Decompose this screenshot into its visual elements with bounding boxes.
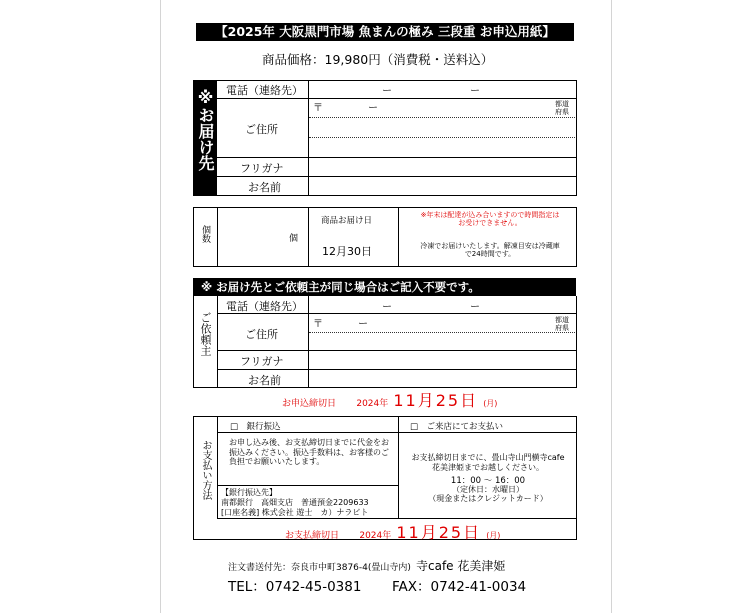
store-hours: 11：00 ～ 16：00 (450, 476, 526, 486)
requester-address-label: ご住所 (245, 328, 278, 341)
delivery-name-label: お名前 (248, 181, 281, 194)
phone-dash: ー (470, 86, 480, 97)
store-payment-option[interactable]: □ ご来店にてお支払い (410, 422, 504, 432)
store-closed-day: （定休日：水曜日） (452, 485, 524, 494)
phone-dash: ー (382, 86, 392, 97)
delivery-date-label: 商品お届け日 (321, 216, 373, 226)
price-text: 商品価格：19,980円（消費税・送料込） (262, 52, 494, 67)
bank-transfer-option[interactable]: □ 銀行振込 (230, 422, 281, 432)
payment-deadline: お支払締切日 2024年 11月25日 (月) (285, 523, 501, 542)
delivery-date-value: 12月30日 (322, 245, 372, 258)
bank-account-holder: [口座名義] 株式会社 遊士 カ）ナラビト (221, 508, 369, 517)
delivery-phone-field[interactable] (320, 81, 570, 97)
postal-mark: 〒 (313, 103, 323, 114)
requester-banner: ※ お届け先とご依頼主が同じ場合はご記入不要です。 (193, 278, 576, 296)
store-payment-text: お支払締切日までに、畳山寺山門横寺cafe花美津姫までお越しください。 (411, 453, 565, 472)
bank-transfer-text: お申し込み後、お支払締切日までに代金をお振込みください。振込手数料は、お客様のご負担でお願いいたします。 (229, 438, 389, 466)
requester-address-field[interactable] (312, 315, 552, 348)
postal-mark: 〒 (313, 319, 323, 330)
year-end-note: ※年末は配達が込み合いますので時間指定はお受けできません。 (420, 211, 560, 227)
payment-side-label: お支払い方法 (200, 440, 211, 500)
postal-dash: ー (358, 319, 368, 330)
postal-code-field[interactable] (325, 100, 415, 114)
requester-furigana-label: フリガナ (240, 355, 284, 368)
footer-fax: FAX：0742-41-0034 (392, 579, 527, 595)
frozen-note: 冷凍でお届けいたします。解凍目安は冷蔵庫で24時間です。 (420, 242, 560, 258)
requester-name-label: お名前 (248, 374, 281, 387)
requester-phone-field[interactable] (320, 297, 570, 312)
requester-name-field[interactable] (312, 371, 572, 386)
prefecture-label: 都道 (555, 100, 569, 108)
requester-phone-label: 電話（連絡先） (226, 300, 303, 313)
phone-dash: ー (382, 302, 392, 313)
prefecture-label: 府県 (555, 108, 569, 116)
delivery-name-field[interactable] (312, 178, 572, 193)
order-deadline: お申込締切日 2024年 11月25日 (月) (282, 391, 498, 410)
phone-dash: ー (470, 302, 480, 313)
delivery-address-field[interactable] (312, 119, 572, 155)
postal-dash: ー (368, 103, 378, 114)
prefecture-label: 都道 (555, 316, 569, 324)
bank-account-number: 南都銀行 高畑支店 普通預金2209633 (221, 498, 369, 507)
delivery-furigana-field[interactable] (312, 159, 572, 174)
form-title: 【2025年 大阪黒門市場 魚まんの極み 三段重 お申込用紙】 (196, 23, 574, 41)
requester-side-label: ご依頼主 (199, 312, 212, 356)
prefecture-label: 府県 (555, 324, 569, 332)
delivery-side-text: ※お届け先 (196, 88, 215, 171)
requester-furigana-field[interactable] (312, 352, 572, 367)
footer-address: 注文書送付先：奈良市中町3876-4(畳山寺内) 寺cafe 花美津姫 (228, 559, 506, 573)
delivery-address-label: ご住所 (245, 123, 278, 136)
footer-tel: TEL：0742-45-0381 (228, 579, 362, 595)
delivery-furigana-label: フリガナ (240, 162, 284, 175)
quantity-unit: 個 (289, 234, 299, 244)
delivery-phone-label: 電話（連絡先） (226, 84, 303, 97)
quantity-field[interactable] (222, 212, 282, 262)
store-payment-method: （現金またはクレジットカード） (428, 494, 548, 503)
bank-account-title: 【銀行振込先】 (221, 488, 277, 497)
quantity-side-label: 個数 (200, 225, 210, 243)
